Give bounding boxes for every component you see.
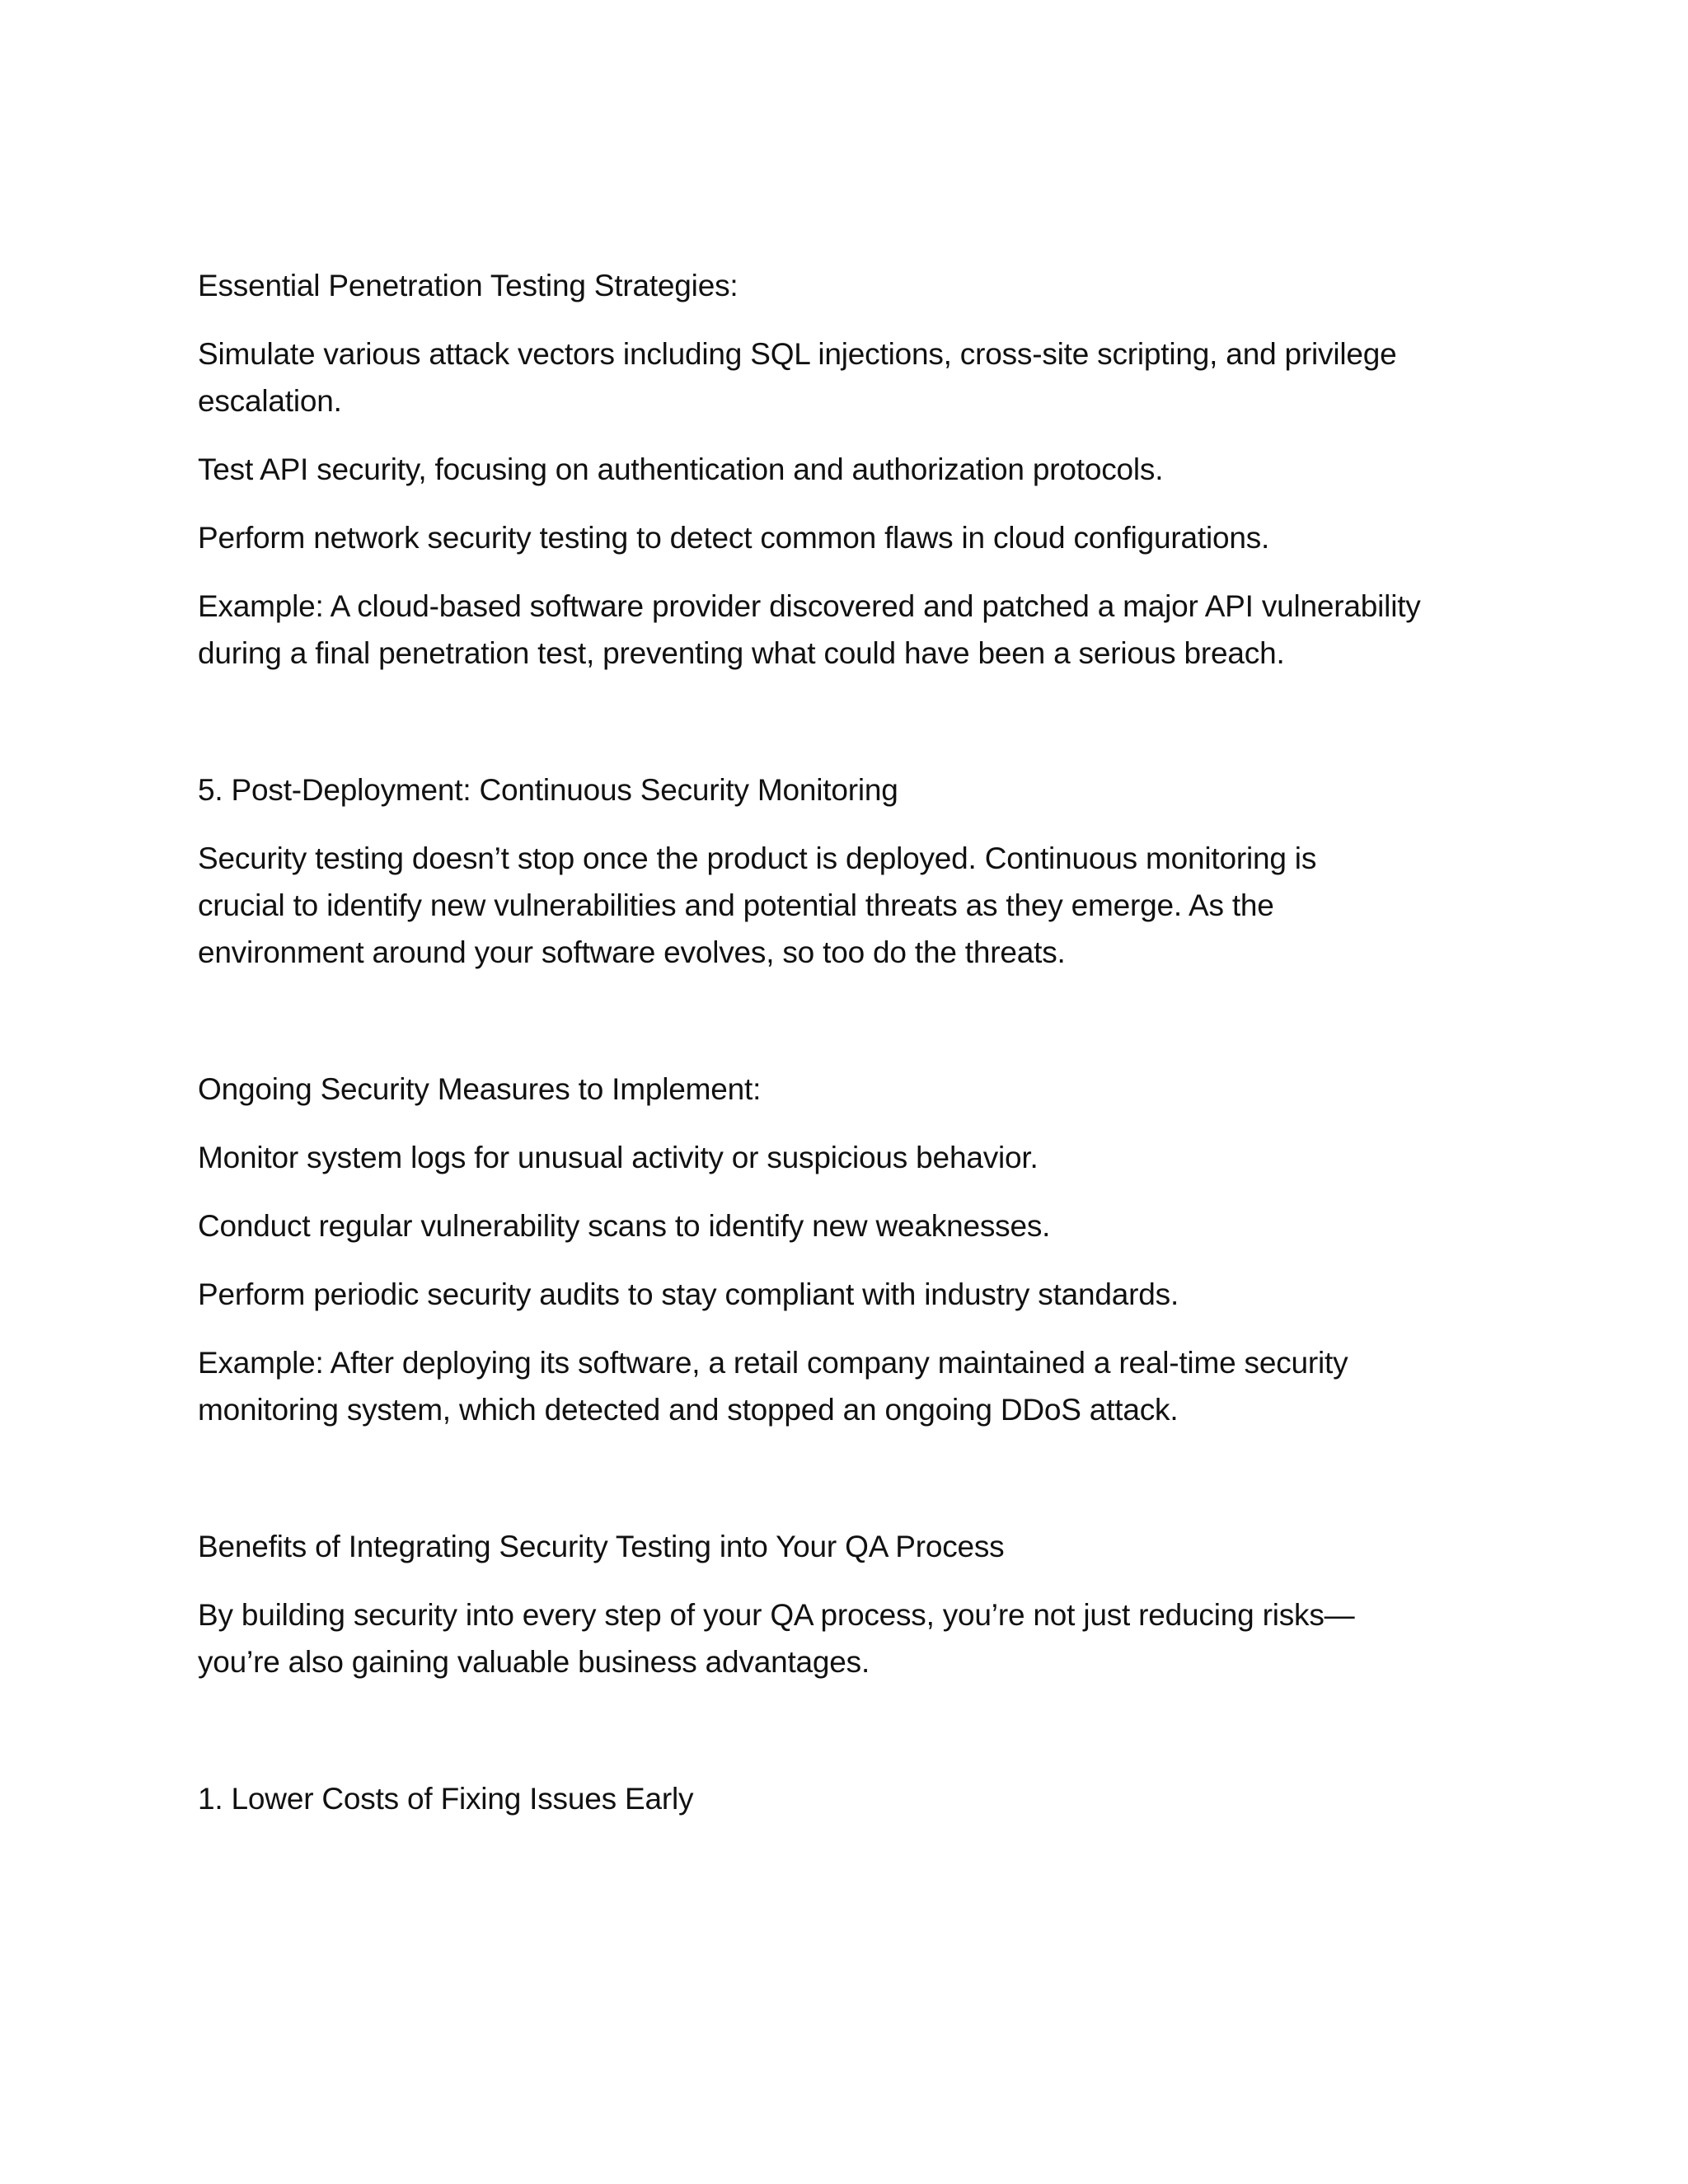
blank-line — [198, 1455, 1484, 1523]
blank-line — [198, 1707, 1484, 1775]
section-heading-benefits: Benefits of Integrating Security Testing into Your QA Process — [198, 1530, 1005, 1563]
section-heading-penetration-strategies: Essential Penetration Testing Strategies: — [198, 269, 738, 302]
paragraph-attack-vectors: Simulate various attack vectors including SQL injections, cross-site scripting, and privilege escalation. — [198, 337, 1397, 418]
blank-line — [198, 997, 1484, 1066]
section-heading-lower-costs: 1. Lower Costs of Fixing Issues Early — [198, 1782, 694, 1816]
blank-line — [198, 698, 1484, 766]
paragraph-api-security: Test API security, focusing on authentication and authorization protocols. — [198, 452, 1164, 486]
paragraph-vulnerability-scans: Conduct regular vulnerability scans to identify new weaknesses. — [198, 1209, 1051, 1243]
paragraph-business-advantages: By building security into every step of your QA process, you’re not just reducing risks—you’re also gaining valuable business advantages. — [198, 1598, 1355, 1679]
paragraph-continuous-monitoring: Security testing doesn’t stop once the product is deployed. Continuous monitoring is crucial to identify new vulnerabilities and potential threats as they emerge. As the environment around your software evolves, so too do the threats. — [198, 841, 1317, 969]
section-heading-post-deployment: 5. Post-Deployment: Continuous Security Monitoring — [198, 773, 898, 807]
paragraph-example-cloud-provider: Example: A cloud-based software provider discovered and patched a major API vulnerability during a final penetration test, preventing what could have been a serious breach. — [198, 589, 1421, 670]
paragraph-network-security: Perform network security testing to detect common flaws in cloud configurations. — [198, 521, 1270, 555]
section-heading-ongoing-measures: Ongoing Security Measures to Implement: — [198, 1072, 762, 1106]
paragraph-security-audits: Perform periodic security audits to stay compliant with industry standards. — [198, 1277, 1179, 1311]
paragraph-example-retail-company: Example: After deploying its software, a retail company maintained a real-time security monitoring system, which detected and stopped an ongoing DDoS attack. — [198, 1346, 1348, 1427]
document-body — [198, 262, 1484, 1844]
paragraph-monitor-logs: Monitor system logs for unusual activity or suspicious behavior. — [198, 1141, 1039, 1174]
